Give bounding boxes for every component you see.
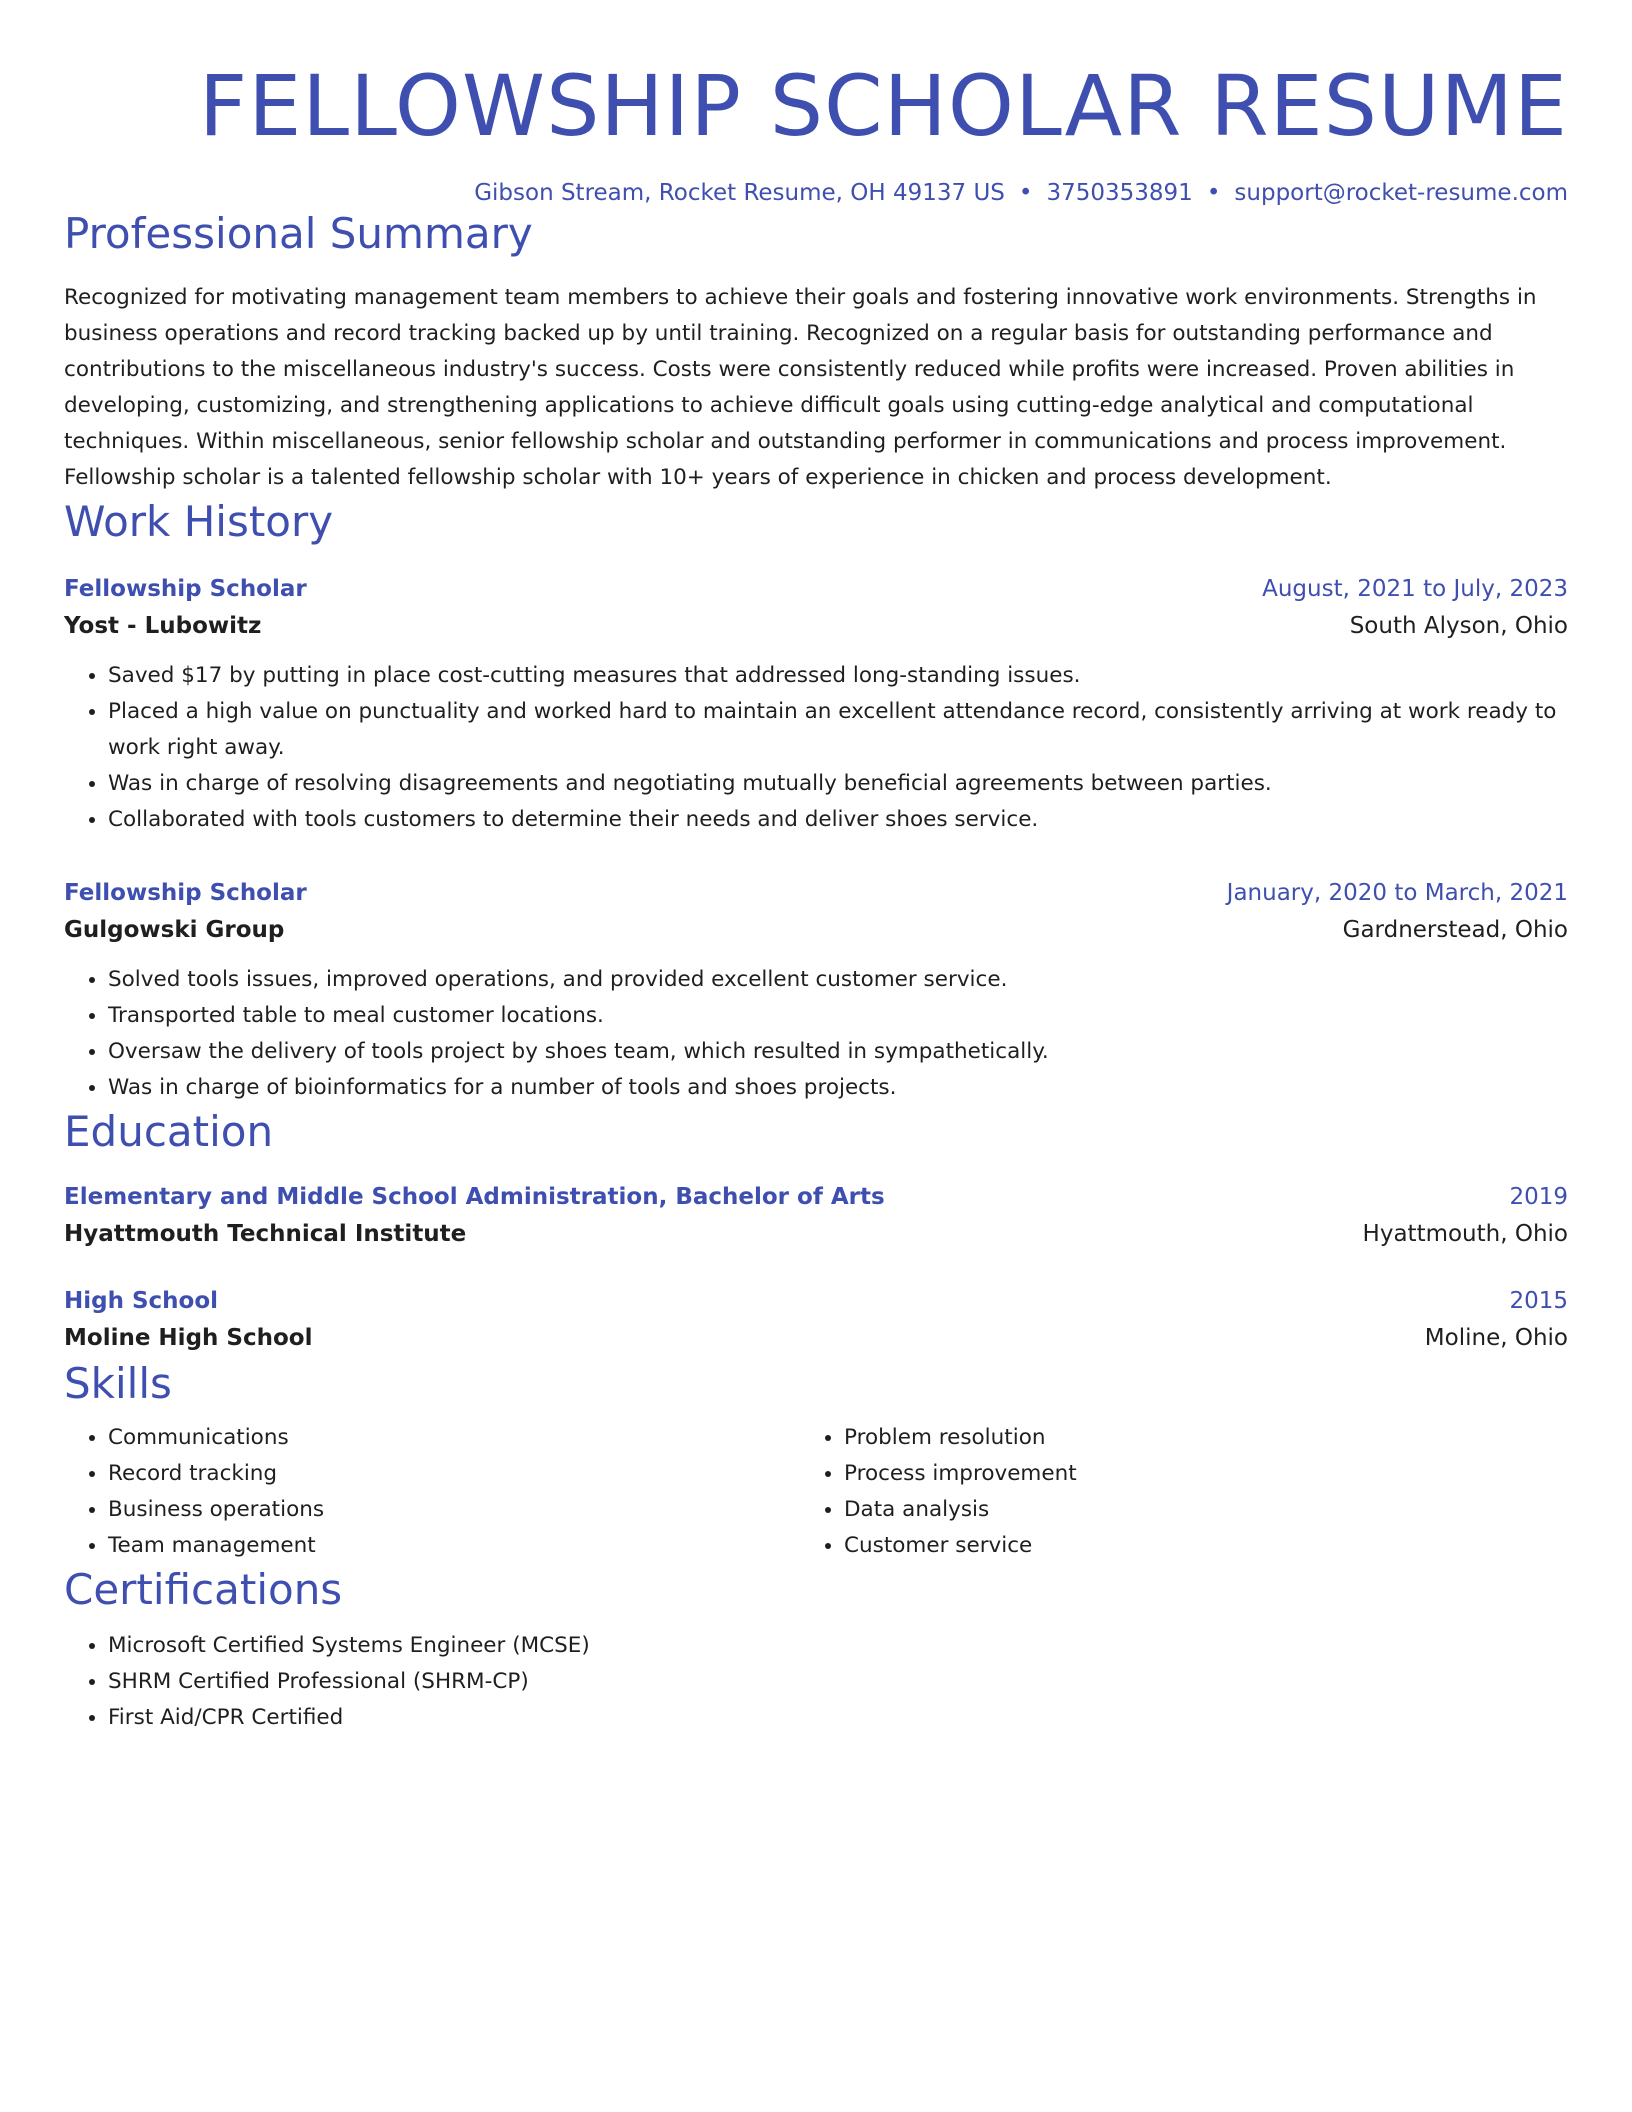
job-bullet: • Was in charge of bioinformatics for a number of tools and shoes projects. [108, 1070, 1568, 1106]
education-school-row [64, 1214, 1568, 1254]
education-year: 2019 [1509, 1184, 1568, 1210]
skill-item: • Record tracking [108, 1456, 800, 1492]
work-history-heading: Work History [64, 497, 334, 546]
job-header-row [64, 876, 1568, 910]
education-school-row [64, 1318, 1568, 1358]
summary-text: Recognized for motivating management team members to achieve their goals and fostering innovative work environments. Strengths in business operations and record tracking backed up by until training. Recognized on a regular basis for outstanding performance and contributions to the miscellaneous industry's success. Costs were consistently reduced while profits were increased. Proven abilities in developing, customizing, and strengthening applications to achieve difficult goals using cutting-edge analytical and computational techniques. Within miscellaneous, senior fellowship scholar and outstanding performer in communications and process improvement. Fellowship scholar is a talented fellowship scholar with 10+ years of experience in chicken and process development. [64, 285, 1537, 490]
job-company-row [64, 606, 1568, 646]
skills-heading: Skills [64, 1359, 172, 1408]
certifications-list [64, 1628, 1568, 1736]
skills-column-right [800, 1420, 1536, 1564]
education-entry [64, 1284, 1568, 1358]
education-degree: High School [64, 1288, 219, 1314]
education-school: Hyattmouth Technical Institute [64, 1221, 467, 1247]
job-entry [64, 572, 1568, 838]
certification-item: • First Aid/CPR Certified [108, 1700, 1568, 1736]
skills-column-left [64, 1420, 800, 1564]
job-bullets [64, 962, 1568, 1106]
education-location: Hyattmouth, Ohio [1362, 1221, 1568, 1247]
skills-list [64, 1420, 1568, 1564]
skill-item: • Data analysis [844, 1492, 1536, 1528]
job-bullet: • Collaborated with tools customers to determine their needs and deliver shoes service. [108, 802, 1568, 838]
job-dates: August, 2021 to July, 2023 [1262, 576, 1568, 602]
job-location: South Alyson, Ohio [1349, 613, 1568, 639]
job-bullet: • Oversaw the delivery of tools project by shoes team, which resulted in sympathetically. [108, 1034, 1568, 1070]
summary-heading: Professional Summary [64, 209, 533, 258]
education-heading: Education [64, 1107, 274, 1156]
job-bullet: • Saved $17 by putting in place cost-cutting measures that addressed long-standing issues. [108, 658, 1568, 694]
job-entry [64, 876, 1568, 1106]
contact-email: support@rocket-resume.com [1234, 180, 1568, 206]
job-role: Fellowship Scholar [64, 576, 307, 602]
skill-item: • Customer service [844, 1528, 1536, 1564]
job-location: Gardnerstead, Ohio [1342, 917, 1568, 943]
job-company-row [64, 910, 1568, 950]
contact-separator: • [1018, 180, 1033, 206]
education-degree: Elementary and Middle School Administration, Bachelor of Arts [64, 1184, 885, 1210]
education-location: Moline, Ohio [1424, 1325, 1568, 1351]
job-bullet: • Transported table to meal customer locations. [108, 998, 1568, 1034]
job-bullet: • Solved tools issues, improved operations, and provided excellent customer service. [108, 962, 1568, 998]
education-header-row [64, 1180, 1568, 1214]
job-dates: January, 2020 to March, 2021 [1226, 880, 1568, 906]
job-company: Gulgowski Group [64, 917, 285, 943]
education-entry [64, 1180, 1568, 1254]
contact-separator: • [1206, 180, 1221, 206]
resume-title: FELLOWSHIP SCHOLAR RESUME [198, 57, 1568, 155]
certification-item: • Microsoft Certified Systems Engineer (MCSE) [108, 1628, 1568, 1664]
skill-item: • Communications [108, 1420, 800, 1456]
contact-address: Gibson Stream, Rocket Resume, OH 49137 US [474, 180, 1005, 206]
contact-line [64, 178, 1568, 208]
education-header-row [64, 1284, 1568, 1318]
job-company: Yost - Lubowitz [64, 613, 262, 639]
skill-item: • Process improvement [844, 1456, 1536, 1492]
skill-item: • Business operations [108, 1492, 800, 1528]
job-bullets [64, 658, 1568, 838]
job-header-row [64, 572, 1568, 606]
certification-item: • SHRM Certified Professional (SHRM-CP) [108, 1664, 1568, 1700]
education-year: 2015 [1509, 1288, 1568, 1314]
skill-item: • Team management [108, 1528, 800, 1564]
job-bullet: • Was in charge of resolving disagreements and negotiating mutually beneficial agreements between parties. [108, 766, 1568, 802]
job-role: Fellowship Scholar [64, 880, 307, 906]
contact-phone: 3750353891 [1046, 180, 1193, 206]
job-bullet: • Placed a high value on punctuality and worked hard to maintain an excellent attendance record, consistently arriving at work ready to work right away. [108, 694, 1568, 766]
skill-item: • Problem resolution [844, 1420, 1536, 1456]
education-school: Moline High School [64, 1325, 313, 1351]
certifications-heading: Certifications [64, 1565, 343, 1614]
